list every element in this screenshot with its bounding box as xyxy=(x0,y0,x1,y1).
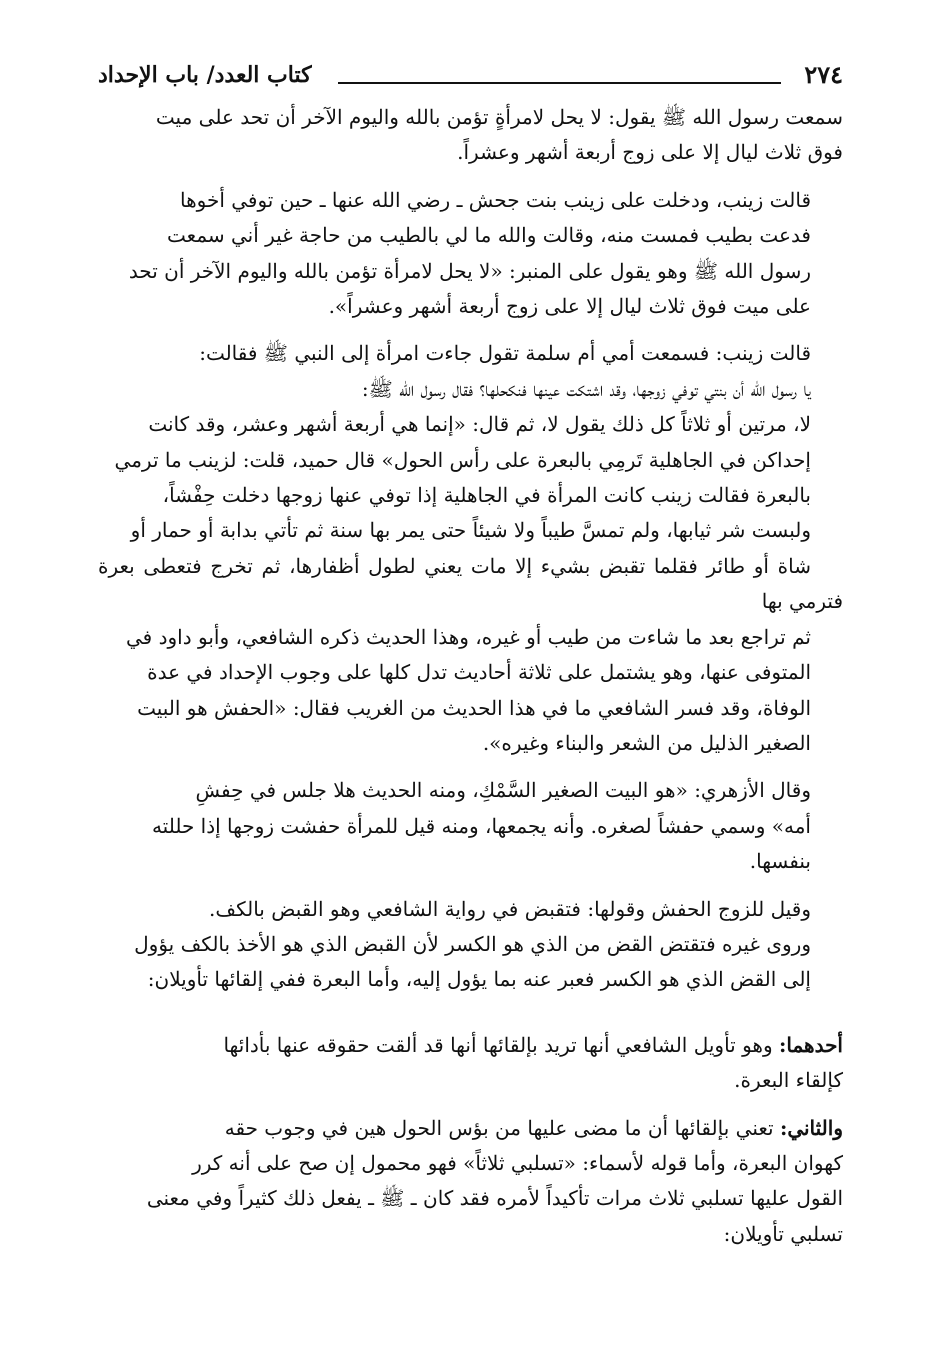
text-run: وهو تأويل الشافعي أنها تريد بإلقائها أنها قد ألقت حقوقه عنها بأدائها xyxy=(223,1032,779,1057)
text-line: أمه» وسمي حفشاً لصغره. وأنه يجمعها، ومنه قيل للمرأة حفشت زوجها إذا حللته xyxy=(151,813,811,838)
text-line: القول عليها تسلبي ثلاث مرات تأكيداً لأمره فقد كان ـ ﷺ ـ يفعل ذلك كثيراً وفي معنى xyxy=(146,1186,843,1211)
text-line: تسلبي تأويلان: xyxy=(723,1221,843,1246)
text-line: سمعت رسول الله ﷺ يقول: لا يحل لامرأةٍ تؤمن بالله واليوم الآخر أن تحد على ميت xyxy=(155,105,843,129)
paragraph-5 xyxy=(98,892,843,998)
text-line: شاة أو طائر فقلما تقبض بشيء إلا مات يعني لطول أظفارها، ثم تخرج فتعطى بعرة فترمي بها xyxy=(98,553,843,614)
text-line: يا رسول الله أن بنتي توفي زوجها، وقد اشتكت عينها فنكحلها؟ فقال رسول الله ﷺ: xyxy=(361,376,811,401)
page-header xyxy=(98,60,843,98)
page-body xyxy=(98,100,843,1252)
running-title: كتاب العدد/ باب الإحداد xyxy=(98,62,312,88)
text-line: وقال الأزهري: «هو البيت الصغير السَّمْكِ، ومنه الحديث هلا جلس في حِفشِ xyxy=(195,778,811,803)
text-line xyxy=(98,1111,843,1146)
paragraph-1 xyxy=(98,100,843,171)
text-line: قالت زينب: فسمعت أمي أم سلمة تقول جاءت امرأة إلى النبي ﷺ فقالت: xyxy=(199,341,811,366)
text-line: قالت زينب، ودخلت على زينب بنت جحش ـ رضي الله عنها ـ حين توفي أخوها xyxy=(179,187,811,212)
text-line: وروى غيره فتقتض القض من الذي هو الكسر لأن القبض الذي هو الأخذ بالكف يؤول xyxy=(134,931,811,956)
paragraph-lead: أحدهما: xyxy=(778,1032,843,1057)
text-line: ولبست شر ثيابها، ولم تمسَّ طيباً ولا شيئاً حتى يمر بها سنة ثم تأتي بدابة أو حمار أو xyxy=(130,518,811,543)
paragraph-7 xyxy=(98,1111,843,1253)
paragraph-6 xyxy=(98,1028,843,1099)
text-line: فدعت بطيب فمست منه، وقالت والله ما لي بالطيب من حاجة غير أني سمعت xyxy=(167,223,811,248)
text-line: رسول الله ﷺ وهو يقول على المنبر: «لا يحل لامرأة تؤمن بالله واليوم الآخر أن تحد xyxy=(128,258,811,283)
page-number: ٢٧٤ xyxy=(804,60,843,89)
text-run: تعني بإلقائها أن ما مضى عليها من بؤس الحول هين في وجوب حقه xyxy=(224,1115,780,1140)
paragraph-2 xyxy=(98,183,843,325)
text-line xyxy=(98,1028,843,1063)
paragraph-3 xyxy=(98,336,843,761)
text-line: إلى القض الذي هو الكسر فعبر عنه بما يؤول إليه، وأما البعرة ففي إلقائها تأويلان: xyxy=(147,967,811,992)
text-line: الصغير الذليل من الشعر والبناء وغيره». xyxy=(482,730,811,755)
text-line: المتوفى عنها، وهو يشتمل على ثلاثة أحاديث تدل كلها على وجوب الإحداد في عدة xyxy=(147,660,811,685)
header-rule xyxy=(338,82,781,84)
text-line: فوق ثلاث ليال إلا على زوج أربعة أشهر وعشراً. xyxy=(457,140,843,165)
text-line: ثم تراجع بعد ما شاءت من طيب أو غيره، وهذا الحديث ذكره الشافعي، وأبو داود في xyxy=(126,624,811,649)
text-line: إحداكن في الجاهلية تَرمِي بالبعرة على رأس الحول» قال حميد، قلت: لزينب ما ترمي xyxy=(114,447,811,472)
text-line: على ميت فوق ثلاث ليال إلا على زوج أربعة أشهر وعشراً». xyxy=(328,294,811,319)
text-line: كهوان البعرة، وأما قوله لأسماء: «تسلبي ثلاثاً» فهو محمول إن صح على أنه كرر xyxy=(192,1150,843,1175)
text-line: وقيل للزوج الحفش وقولها: فتقبض في رواية الشافعي وهو القبض بالكف. xyxy=(209,896,811,921)
text-line: الوفاة، وقد فسر الشافعي ما في هذا الحديث من الغريب فقال: «الحفش هو البيت xyxy=(137,695,811,720)
text-line: كإلقاء البعرة. xyxy=(734,1068,843,1093)
text-line: بالبعرة فقالت زينب كانت المرأة في الجاهلية إذا توفي عنها زوجها دخلت حِفْشاً، xyxy=(162,483,811,508)
paragraph-4 xyxy=(98,773,843,879)
text-line: بنفسها. xyxy=(749,849,811,874)
text-line: لا، مرتين أو ثلاثاً كل ذلك يقول لا، ثم قال: «إنما هي أربعة أشهر وعشر، وقد كانت xyxy=(148,412,811,437)
paragraph-lead: والثاني: xyxy=(779,1115,843,1140)
